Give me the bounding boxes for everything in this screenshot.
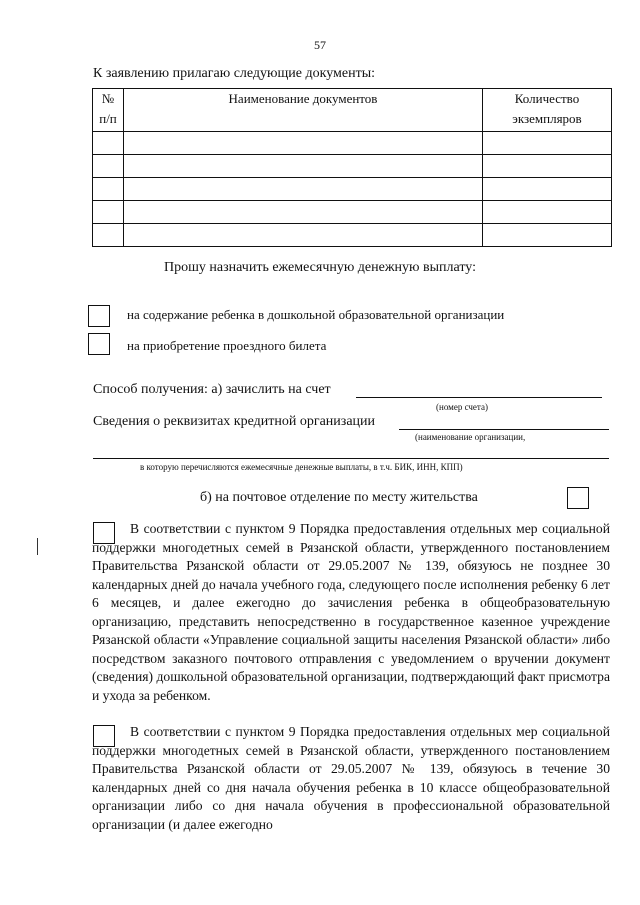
col-number-line2: п/п [99, 111, 117, 126]
col-number-line1: № [101, 91, 115, 106]
col-qty-line1: Количество [514, 91, 580, 106]
bank-details-field[interactable] [93, 443, 609, 459]
table-row [93, 132, 612, 155]
col-name-header: Наименование документов [124, 89, 483, 132]
table-cell[interactable] [483, 178, 612, 201]
table-cell[interactable] [93, 155, 124, 178]
table-row [93, 201, 612, 224]
preschool-option-label: на содержание ребенка в дошкольной образовательной организации [127, 307, 505, 322]
table-cell[interactable] [124, 224, 483, 247]
table-cell[interactable] [483, 201, 612, 224]
table-row [93, 155, 612, 178]
table-cell[interactable] [483, 132, 612, 155]
table-cell[interactable] [93, 201, 124, 224]
ticket-option-label: на приобретение проездного билета [127, 338, 327, 353]
table-header-row [93, 89, 612, 132]
bank-name-field[interactable] [399, 414, 609, 430]
account-number-hint: (номер счета) [436, 402, 488, 412]
table-cell[interactable] [124, 155, 483, 178]
paragraph-2 [92, 723, 610, 834]
documents-table [92, 88, 612, 247]
table-cell[interactable] [483, 224, 612, 247]
table-cell[interactable] [124, 132, 483, 155]
page-number: 57 [314, 38, 326, 52]
table-cell[interactable] [124, 178, 483, 201]
post-office-label: б) на почтовое отделение по месту жительства [200, 490, 478, 505]
table-cell[interactable] [93, 132, 124, 155]
post-office-checkbox[interactable] [567, 487, 589, 509]
preschool-checkbox[interactable] [88, 305, 110, 327]
account-number-field[interactable] [356, 382, 602, 398]
margin-mark [37, 538, 38, 555]
paragraph-1-text: В соответствии с пунктом 9 Порядка предоставления отдельных мер социальной поддержки многодетных семей в Рязанской области, утвержденного постановлением Правительства Рязанской области от 29.05.2007 № 139, обязуюсь не позднее 30 календарных дней до начала учебного года, следующего после исполнения ребенку 6 лет 6 месяцев, и далее ежегодно до зачисления ребенка в общеобразовательную организацию, представить непосредственно в государственное казенное учреждение Рязанской области «Управление социальной защиты населения Рязанской области» либо посредством заказного почтового отправления с уведомлением о вручении документ (сведения) дошкольной образовательной организации, подтверждающий факт присмотра и ухода за ребенком. [92, 521, 610, 703]
table-cell[interactable] [124, 201, 483, 224]
table-row [93, 178, 612, 201]
table-cell[interactable] [483, 155, 612, 178]
bank-details-label: Сведения о реквизитах кредитной организации [93, 414, 376, 429]
table-cell[interactable] [93, 178, 124, 201]
intro-text: К заявлению прилагаю следующие документы: [93, 66, 376, 81]
col-qty-line2: экземпляров [512, 111, 582, 126]
table-row [93, 224, 612, 247]
bank-details-hint: в которую перечисляются ежемесячные денежные выплаты, в т.ч. БИК, ИНН, КПП) [140, 462, 463, 472]
ticket-checkbox[interactable] [88, 333, 110, 355]
payment-method-label: Способ получения: а) зачислить на счет [93, 382, 331, 397]
col-number-header [93, 89, 124, 132]
table-cell[interactable] [93, 224, 124, 247]
paragraph-1 [92, 520, 610, 705]
bank-name-hint: (наименование организации, [415, 432, 526, 442]
paragraph-2-text: В соответствии с пунктом 9 Порядка предоставления отдельных мер социальной поддержки многодетных семей в Рязанской области, утвержденного постановлением Правительства Рязанской области от 29.05.2007 № 139, обязуюсь в течение 30 календарных дней со дня начала обучения ребенка в 10 классе общеобразовательной организации либо со дня начала обучения в профессиональной образовательной организации (и далее ежегодно [92, 724, 610, 832]
col-qty-header [483, 89, 612, 132]
request-text: Прошу назначить ежемесячную денежную выплату: [164, 260, 476, 275]
